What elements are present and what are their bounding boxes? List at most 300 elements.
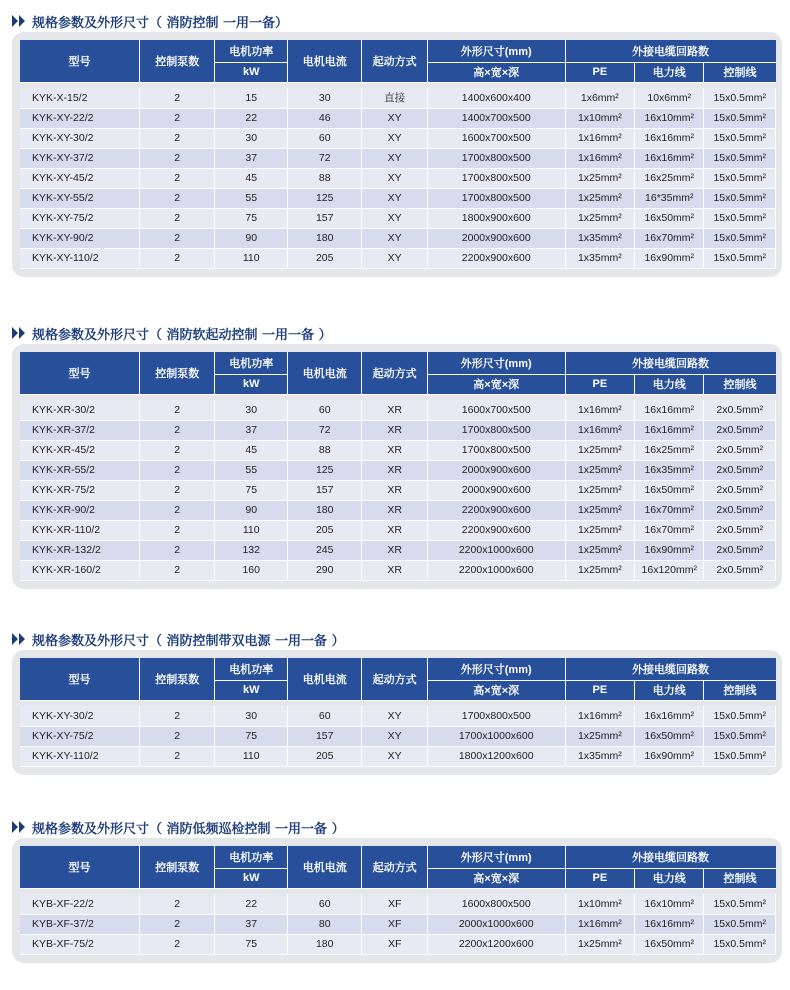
- section-dual-power-control: [12, 628, 782, 775]
- cell-pumps: 2: [139, 420, 215, 440]
- cell-start: XR: [362, 460, 427, 480]
- header-current: 电机电流: [287, 658, 362, 700]
- cell-pumps: 2: [139, 706, 215, 726]
- cell-power: 37: [215, 914, 287, 934]
- cell-model: KYK-XR-90/2: [20, 500, 139, 520]
- cell-power: 45: [215, 440, 287, 460]
- cell-power: 30: [215, 400, 287, 420]
- header-pe: PE: [565, 62, 634, 82]
- cell-start: XY: [362, 208, 427, 228]
- header-dims-sub: 高×宽×深: [427, 680, 565, 700]
- cell-power-line: 16x16mm²: [635, 706, 704, 726]
- table-row: [20, 460, 776, 480]
- cell-model: KYK-XY-55/2: [20, 188, 139, 208]
- cell-power-line: 16x16mm²: [635, 420, 704, 440]
- cell-current: 30: [287, 88, 362, 108]
- header-dims-sub: 高×宽×深: [427, 62, 565, 82]
- header-dims-sub: 高×宽×深: [427, 868, 565, 888]
- cell-pumps: 2: [139, 88, 215, 108]
- cell-dims: 2200x900x600: [427, 500, 565, 520]
- cell-power: 30: [215, 706, 287, 726]
- cell-power: 160: [215, 560, 287, 580]
- header-power-line: 电力线: [635, 62, 704, 82]
- cell-control-line: 15x0.5mm²: [704, 746, 776, 766]
- cell-pe: 1x25mm²: [565, 726, 634, 746]
- cell-start: XY: [362, 148, 427, 168]
- cell-dims: 2000x900x600: [427, 480, 565, 500]
- cell-power: 110: [215, 746, 287, 766]
- table-row: [20, 914, 776, 934]
- cell-dims: 1800x1200x600: [427, 746, 565, 766]
- cell-model: KYK-XY-37/2: [20, 148, 139, 168]
- header-power-unit: kW: [215, 680, 287, 700]
- header-cable: 外接电缆回路数: [565, 846, 775, 868]
- cell-power-line: 16x10mm²: [635, 894, 704, 914]
- cell-power-line: 16x90mm²: [635, 746, 704, 766]
- cell-pe: 1x16mm²: [565, 128, 634, 148]
- cell-power: 110: [215, 248, 287, 268]
- cell-control-line: 2x0.5mm²: [704, 520, 776, 540]
- cell-current: 205: [287, 248, 362, 268]
- header-cable: 外接电缆回路数: [565, 40, 775, 62]
- cell-pumps: 2: [139, 188, 215, 208]
- header-pe: PE: [565, 680, 634, 700]
- cell-control-line: 15x0.5mm²: [704, 208, 776, 228]
- cell-current: 60: [287, 894, 362, 914]
- cell-control-line: 15x0.5mm²: [704, 894, 776, 914]
- cell-dims: 2000x900x600: [427, 460, 565, 480]
- cell-current: 205: [287, 520, 362, 540]
- double-arrow-icon: [12, 15, 26, 27]
- cell-dims: 1700x1000x600: [427, 726, 565, 746]
- cell-power-line: 16x90mm²: [635, 540, 704, 560]
- table-row: [20, 894, 776, 914]
- cell-pe: 1x25mm²: [565, 480, 634, 500]
- cell-current: 46: [287, 108, 362, 128]
- cell-current: 80: [287, 914, 362, 934]
- header-power-unit: kW: [215, 374, 287, 394]
- header-dims-sub: 高×宽×深: [427, 374, 565, 394]
- cell-start: XF: [362, 894, 427, 914]
- cell-start: XY: [362, 726, 427, 746]
- section-low-frequency-inspection: [12, 816, 782, 963]
- cell-pumps: 2: [139, 746, 215, 766]
- cell-current: 60: [287, 128, 362, 148]
- cell-current: 180: [287, 228, 362, 248]
- cell-dims: 2200x900x600: [427, 520, 565, 540]
- cell-control-line: 2x0.5mm²: [704, 480, 776, 500]
- cell-pe: 1x25mm²: [565, 440, 634, 460]
- cell-control-line: 2x0.5mm²: [704, 560, 776, 580]
- cell-start: XY: [362, 746, 427, 766]
- cell-dims: 1600x800x500: [427, 894, 565, 914]
- header-pe: PE: [565, 374, 634, 394]
- table-row: [20, 540, 776, 560]
- cell-dims: 2200x1200x600: [427, 934, 565, 954]
- header-power-line: 电力线: [635, 680, 704, 700]
- double-arrow-icon: [12, 633, 26, 645]
- cell-power: 55: [215, 460, 287, 480]
- cell-power: 75: [215, 480, 287, 500]
- cell-current: 72: [287, 420, 362, 440]
- table-row: [20, 746, 776, 766]
- cell-pumps: 2: [139, 168, 215, 188]
- section-title-text: 规格参数及外形尺寸（ 消防控制带双电源 一用一备 ）: [32, 633, 345, 649]
- cell-power-line: 16x50mm²: [635, 934, 704, 954]
- cell-control-line: 2x0.5mm²: [704, 420, 776, 440]
- cell-control-line: 15x0.5mm²: [704, 128, 776, 148]
- cell-dims: 2200x900x600: [427, 248, 565, 268]
- header-dims: 外形尺寸(mm): [427, 40, 565, 62]
- cell-current: 60: [287, 706, 362, 726]
- table-row: [20, 108, 776, 128]
- section-title: [12, 816, 782, 838]
- cell-control-line: 2x0.5mm²: [704, 440, 776, 460]
- cell-pe: 1x16mm²: [565, 420, 634, 440]
- cell-control-line: 15x0.5mm²: [704, 168, 776, 188]
- cell-start: XY: [362, 168, 427, 188]
- section-title: [12, 10, 782, 32]
- header-start: 起动方式: [362, 40, 427, 82]
- cell-start: XR: [362, 420, 427, 440]
- cell-power: 37: [215, 148, 287, 168]
- cell-pumps: 2: [139, 108, 215, 128]
- cell-model: KYK-XY-75/2: [20, 208, 139, 228]
- header-control-line: 控制线: [704, 374, 776, 394]
- cell-dims: 1700x800x500: [427, 188, 565, 208]
- cell-pe: 1x35mm²: [565, 248, 634, 268]
- header-power: 电机功率: [215, 658, 287, 680]
- spec-table-panel: [12, 32, 782, 277]
- cell-pe: 1x25mm²: [565, 934, 634, 954]
- cell-pumps: 2: [139, 520, 215, 540]
- cell-pumps: 2: [139, 460, 215, 480]
- cell-pe: 1x25mm²: [565, 208, 634, 228]
- table-row: [20, 188, 776, 208]
- cell-power: 15: [215, 88, 287, 108]
- spec-table: [20, 658, 776, 767]
- section-fire-control: [12, 10, 782, 277]
- cell-dims: 1700x800x500: [427, 440, 565, 460]
- header-control-line: 控制线: [704, 868, 776, 888]
- cell-model: KYB-XF-75/2: [20, 934, 139, 954]
- spec-table: [20, 846, 776, 955]
- header-dims: 外形尺寸(mm): [427, 352, 565, 374]
- cell-dims: 2000x1000x600: [427, 914, 565, 934]
- header-dims: 外形尺寸(mm): [427, 846, 565, 868]
- cell-model: KYK-XY-30/2: [20, 706, 139, 726]
- cell-power: 75: [215, 934, 287, 954]
- header-power: 电机功率: [215, 846, 287, 868]
- cell-pumps: 2: [139, 148, 215, 168]
- header-power: 电机功率: [215, 40, 287, 62]
- table-row: [20, 440, 776, 460]
- cell-current: 88: [287, 440, 362, 460]
- header-power-unit: kW: [215, 62, 287, 82]
- table-row: [20, 934, 776, 954]
- cell-pe: 1x16mm²: [565, 706, 634, 726]
- cell-dims: 1700x800x500: [427, 706, 565, 726]
- cell-pe: 1x10mm²: [565, 894, 634, 914]
- header-power-unit: kW: [215, 868, 287, 888]
- cell-pe: 1x25mm²: [565, 168, 634, 188]
- cell-power-line: 16x25mm²: [635, 440, 704, 460]
- header-power-line: 电力线: [635, 374, 704, 394]
- cell-pe: 1x25mm²: [565, 540, 634, 560]
- cell-model: KYB-XF-37/2: [20, 914, 139, 934]
- cell-start: XF: [362, 914, 427, 934]
- cell-dims: 1700x800x500: [427, 148, 565, 168]
- cell-model: KYK-XR-132/2: [20, 540, 139, 560]
- cell-pumps: 2: [139, 540, 215, 560]
- cell-current: 125: [287, 460, 362, 480]
- cell-model: KYK-XY-110/2: [20, 746, 139, 766]
- cell-model: KYK-XR-110/2: [20, 520, 139, 540]
- cell-start: XR: [362, 480, 427, 500]
- header-current: 电机电流: [287, 40, 362, 82]
- cell-model: KYK-XY-75/2: [20, 726, 139, 746]
- cell-power: 90: [215, 228, 287, 248]
- table-row: [20, 248, 776, 268]
- cell-current: 60: [287, 400, 362, 420]
- cell-control-line: 15x0.5mm²: [704, 706, 776, 726]
- table-row: [20, 208, 776, 228]
- cell-start: XR: [362, 440, 427, 460]
- table-row: [20, 706, 776, 726]
- section-title-text: 规格参数及外形尺寸（ 消防低频巡检控制 一用一备 ）: [32, 821, 345, 837]
- section-title: [12, 628, 782, 650]
- header-start: 起动方式: [362, 352, 427, 394]
- section-soft-start-control: [12, 322, 782, 589]
- cell-start: XY: [362, 108, 427, 128]
- cell-start: XR: [362, 540, 427, 560]
- cell-current: 180: [287, 500, 362, 520]
- cell-pumps: 2: [139, 208, 215, 228]
- cell-power-line: 16x25mm²: [635, 168, 704, 188]
- cell-power: 55: [215, 188, 287, 208]
- cell-current: 72: [287, 148, 362, 168]
- cell-current: 157: [287, 480, 362, 500]
- cell-power-line: 16x120mm²: [635, 560, 704, 580]
- cell-pumps: 2: [139, 128, 215, 148]
- cell-pumps: 2: [139, 500, 215, 520]
- cell-pumps: 2: [139, 480, 215, 500]
- cell-control-line: 15x0.5mm²: [704, 108, 776, 128]
- cell-pe: 1x6mm²: [565, 88, 634, 108]
- table-row: [20, 88, 776, 108]
- section-title: [12, 322, 782, 344]
- header-power-line: 电力线: [635, 868, 704, 888]
- cell-model: KYK-XY-22/2: [20, 108, 139, 128]
- cell-start: XY: [362, 248, 427, 268]
- header-current: 电机电流: [287, 352, 362, 394]
- spec-table-panel: [12, 838, 782, 963]
- table-row: [20, 228, 776, 248]
- cell-power-line: 16x50mm²: [635, 480, 704, 500]
- cell-pumps: 2: [139, 400, 215, 420]
- cell-model: KYK-XY-30/2: [20, 128, 139, 148]
- cell-power: 110: [215, 520, 287, 540]
- cell-control-line: 15x0.5mm²: [704, 88, 776, 108]
- cell-model: KYK-XR-30/2: [20, 400, 139, 420]
- header-start: 起动方式: [362, 846, 427, 888]
- cell-model: KYK-X-15/2: [20, 88, 139, 108]
- cell-dims: 1400x700x500: [427, 108, 565, 128]
- cell-model: KYK-XY-45/2: [20, 168, 139, 188]
- header-model: 型号: [20, 40, 139, 82]
- cell-control-line: 15x0.5mm²: [704, 228, 776, 248]
- cell-model: KYK-XY-90/2: [20, 228, 139, 248]
- cell-dims: 2000x900x600: [427, 228, 565, 248]
- cell-dims: 1700x800x500: [427, 168, 565, 188]
- cell-current: 290: [287, 560, 362, 580]
- cell-pumps: 2: [139, 894, 215, 914]
- cell-start: 直接: [362, 88, 427, 108]
- cell-current: 205: [287, 746, 362, 766]
- cell-current: 125: [287, 188, 362, 208]
- cell-power: 22: [215, 108, 287, 128]
- header-pumps: 控制泵数: [139, 352, 215, 394]
- cell-power: 30: [215, 128, 287, 148]
- header-pumps: 控制泵数: [139, 40, 215, 82]
- cell-power-line: 16x70mm²: [635, 500, 704, 520]
- cell-power: 22: [215, 894, 287, 914]
- table-row: [20, 400, 776, 420]
- header-cable: 外接电缆回路数: [565, 658, 775, 680]
- cell-pe: 1x10mm²: [565, 108, 634, 128]
- cell-control-line: 2x0.5mm²: [704, 540, 776, 560]
- table-row: [20, 560, 776, 580]
- header-pe: PE: [565, 868, 634, 888]
- cell-dims: 2200x1000x600: [427, 540, 565, 560]
- cell-start: XY: [362, 188, 427, 208]
- cell-pe: 1x35mm²: [565, 746, 634, 766]
- cell-power-line: 16*35mm²: [635, 188, 704, 208]
- table-row: [20, 500, 776, 520]
- cell-pumps: 2: [139, 228, 215, 248]
- cell-pumps: 2: [139, 560, 215, 580]
- section-title-text: 规格参数及外形尺寸（ 消防软起动控制 一用一备 ）: [32, 327, 332, 343]
- cell-control-line: 15x0.5mm²: [704, 188, 776, 208]
- cell-power-line: 16x10mm²: [635, 108, 704, 128]
- cell-dims: 1600x700x500: [427, 400, 565, 420]
- cell-current: 157: [287, 208, 362, 228]
- cell-pe: 1x25mm²: [565, 188, 634, 208]
- cell-model: KYK-XR-37/2: [20, 420, 139, 440]
- table-row: [20, 480, 776, 500]
- header-model: 型号: [20, 658, 139, 700]
- cell-pumps: 2: [139, 934, 215, 954]
- cell-power-line: 16x70mm²: [635, 228, 704, 248]
- cell-dims: 1700x800x500: [427, 420, 565, 440]
- cell-power: 132: [215, 540, 287, 560]
- cell-pumps: 2: [139, 914, 215, 934]
- cell-pe: 1x25mm²: [565, 460, 634, 480]
- cell-pe: 1x35mm²: [565, 228, 634, 248]
- table-row: [20, 168, 776, 188]
- cell-pe: 1x25mm²: [565, 500, 634, 520]
- double-arrow-icon: [12, 327, 26, 339]
- header-start: 起动方式: [362, 658, 427, 700]
- cell-control-line: 2x0.5mm²: [704, 460, 776, 480]
- cell-pe: 1x25mm²: [565, 560, 634, 580]
- cell-dims: 1800x900x600: [427, 208, 565, 228]
- cell-start: XY: [362, 128, 427, 148]
- cell-power-line: 16x16mm²: [635, 148, 704, 168]
- table-row: [20, 726, 776, 746]
- cell-control-line: 15x0.5mm²: [704, 248, 776, 268]
- cell-power-line: 10x6mm²: [635, 88, 704, 108]
- header-pumps: 控制泵数: [139, 846, 215, 888]
- cell-power: 45: [215, 168, 287, 188]
- cell-dims: 1400x600x400: [427, 88, 565, 108]
- cell-power-line: 16x16mm²: [635, 128, 704, 148]
- table-row: [20, 128, 776, 148]
- cell-power-line: 16x16mm²: [635, 400, 704, 420]
- cell-power-line: 16x35mm²: [635, 460, 704, 480]
- cell-control-line: 15x0.5mm²: [704, 914, 776, 934]
- cell-power: 75: [215, 208, 287, 228]
- cell-start: XY: [362, 228, 427, 248]
- cell-pe: 1x16mm²: [565, 914, 634, 934]
- cell-pumps: 2: [139, 248, 215, 268]
- cell-current: 245: [287, 540, 362, 560]
- cell-control-line: 2x0.5mm²: [704, 400, 776, 420]
- spec-table-panel: [12, 344, 782, 589]
- cell-start: XY: [362, 706, 427, 726]
- cell-dims: 2200x1000x600: [427, 560, 565, 580]
- cell-pumps: 2: [139, 440, 215, 460]
- header-control-line: 控制线: [704, 62, 776, 82]
- cell-start: XR: [362, 400, 427, 420]
- cell-power-line: 16x50mm²: [635, 726, 704, 746]
- section-title-text: 规格参数及外形尺寸（ 消防控制 一用一备）: [32, 15, 289, 31]
- cell-power-line: 16x70mm²: [635, 520, 704, 540]
- cell-model: KYK-XR-55/2: [20, 460, 139, 480]
- table-row: [20, 520, 776, 540]
- cell-control-line: 2x0.5mm²: [704, 500, 776, 520]
- cell-power: 37: [215, 420, 287, 440]
- header-current: 电机电流: [287, 846, 362, 888]
- cell-model: KYK-XR-75/2: [20, 480, 139, 500]
- cell-control-line: 15x0.5mm²: [704, 934, 776, 954]
- spec-table: [20, 40, 776, 269]
- cell-model: KYK-XR-45/2: [20, 440, 139, 460]
- cell-start: XR: [362, 500, 427, 520]
- cell-power-line: 16x50mm²: [635, 208, 704, 228]
- spec-table-panel: [12, 650, 782, 775]
- cell-power-line: 16x90mm²: [635, 248, 704, 268]
- double-arrow-icon: [12, 821, 26, 833]
- cell-power-line: 16x16mm²: [635, 914, 704, 934]
- cell-current: 88: [287, 168, 362, 188]
- cell-control-line: 15x0.5mm²: [704, 148, 776, 168]
- cell-start: XF: [362, 934, 427, 954]
- cell-control-line: 15x0.5mm²: [704, 726, 776, 746]
- cell-model: KYK-XY-110/2: [20, 248, 139, 268]
- cell-current: 157: [287, 726, 362, 746]
- cell-power: 90: [215, 500, 287, 520]
- header-control-line: 控制线: [704, 680, 776, 700]
- header-model: 型号: [20, 846, 139, 888]
- cell-pe: 1x16mm²: [565, 400, 634, 420]
- spec-table: [20, 352, 776, 581]
- cell-pumps: 2: [139, 726, 215, 746]
- header-dims: 外形尺寸(mm): [427, 658, 565, 680]
- cell-pe: 1x25mm²: [565, 520, 634, 540]
- header-power: 电机功率: [215, 352, 287, 374]
- header-pumps: 控制泵数: [139, 658, 215, 700]
